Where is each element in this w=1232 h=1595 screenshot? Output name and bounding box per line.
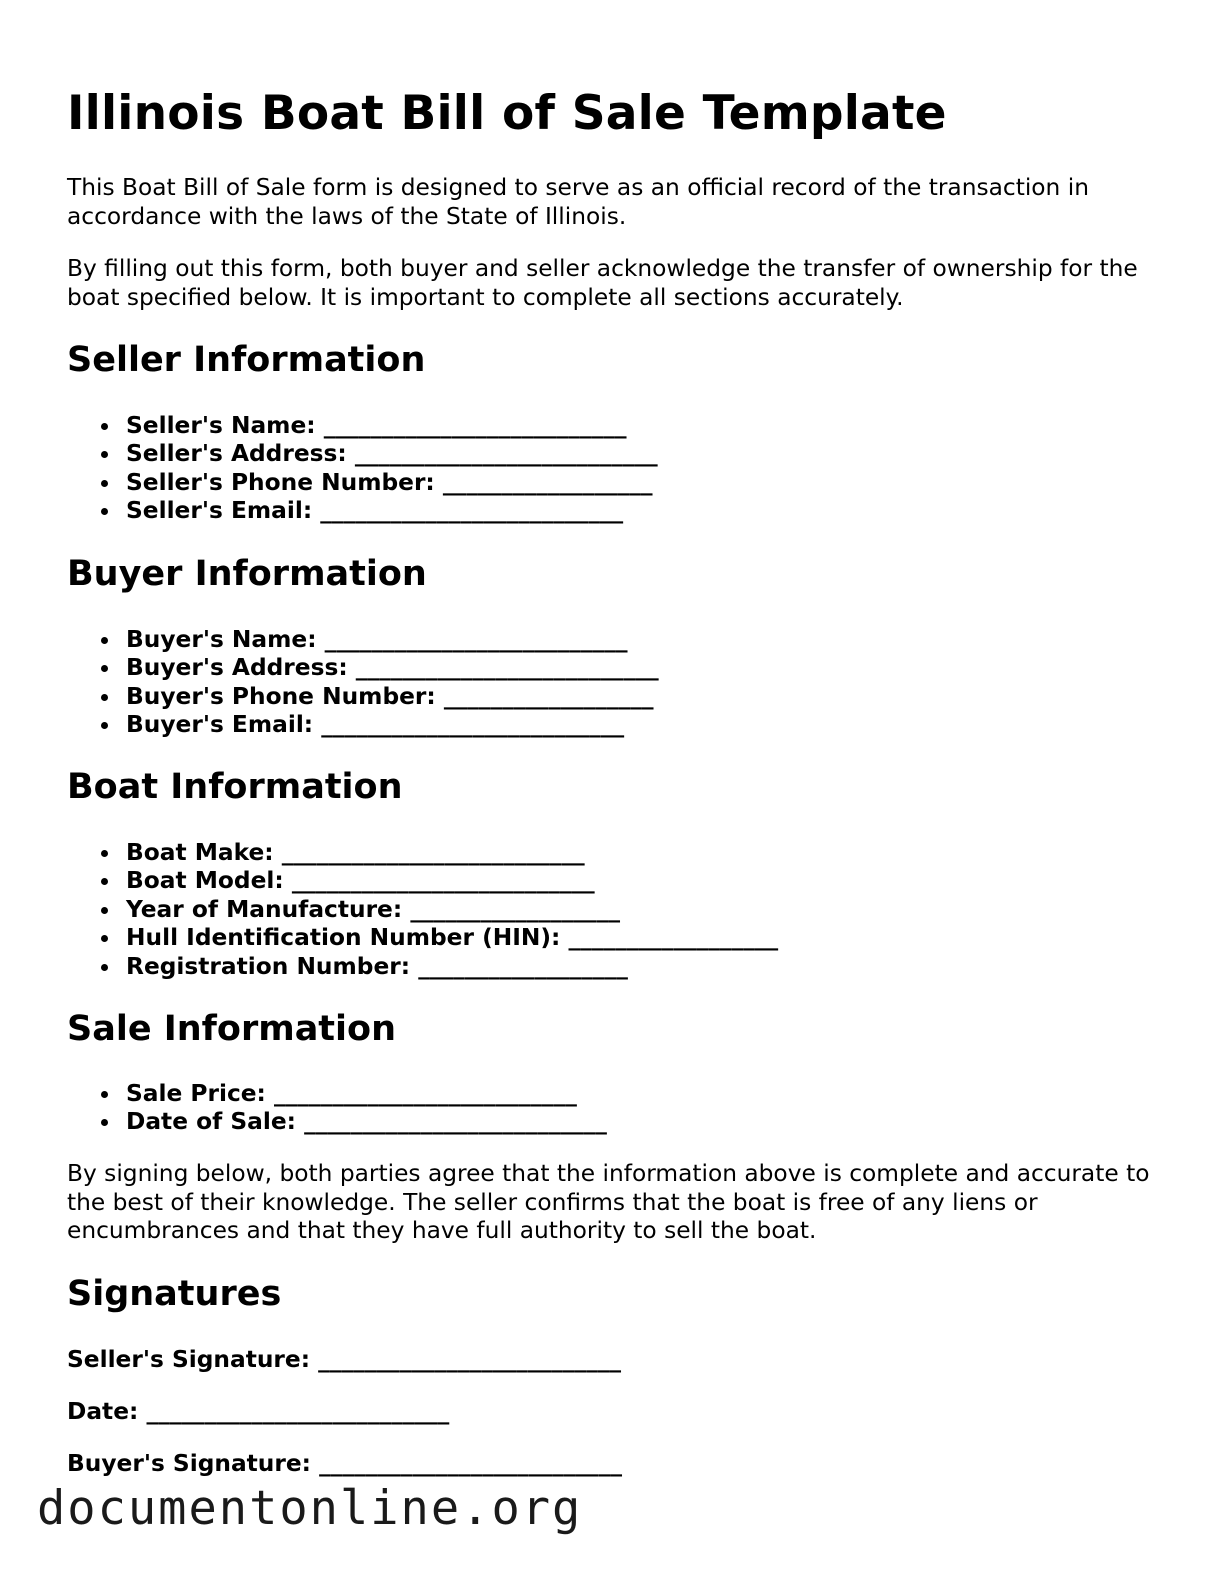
buyer-email-field[interactable] [67,711,659,739]
field-label: Date: [67,1398,139,1425]
buyer-field-list [67,626,659,740]
page-title: Illinois Boat Bill of Sale Template [67,86,947,141]
buyer-section-heading: Buyer Information [67,554,427,594]
agreement-paragraph: By signing below, both parties agree that the information above is complete and accurate to the best of their knowledge. The seller confirms that the boat is free of any liens or encumbrances and that they have full authority to sell the boat. [67,1160,1150,1244]
field-blank: __________________________ [319,1450,622,1477]
field-blank: __________________________ [355,654,659,682]
intro-paragraph-2: By filling out this form, both buyer and seller acknowledge the transfer of ownership for the boat specified below. It is important to complete all sections accurately. [67,255,1138,311]
field-label: Buyer's Signature: [67,1450,312,1477]
field-blank: __________________________ [324,626,628,653]
boat-year-field[interactable] [67,896,778,924]
field-blank: __________________ [442,468,653,496]
field-label: Seller's Name: [126,412,316,439]
field-label: Date of Sale: [126,1108,296,1136]
boat-registration-field[interactable] [67,953,778,981]
seller-email-field[interactable] [67,497,658,525]
field-blank: __________________ [418,952,628,980]
field-blank: __________________________ [320,497,624,525]
field-label: Buyer's Address: [126,654,348,682]
seller-name-field[interactable] [67,412,658,440]
field-blank: __________________________ [321,711,625,739]
field-blank: __________________ [410,895,620,923]
field-blank: __________________________ [291,867,595,895]
field-blank: __________________________ [318,1346,622,1373]
seller-address-field[interactable] [67,440,658,468]
intro-paragraph-1: This Boat Bill of Sale form is designed to serve as an official record of the transaction in accordance with the laws of the State of Illinois. [67,174,1089,230]
field-blank: __________________ [443,682,654,710]
field-label: Boat Make: [126,839,274,866]
boat-model-field[interactable] [67,867,778,895]
boat-hin-field[interactable] [67,924,778,952]
field-blank: __________________________ [281,839,585,866]
field-blank: __________________ [568,924,779,952]
field-blank: __________________________ [304,1108,607,1136]
sale-field-list [67,1080,607,1137]
field-label: Year of Manufacture: [126,895,403,923]
field-label: Seller's Address: [126,440,347,468]
field-blank: __________________________ [323,412,627,439]
field-blank: __________________________ [146,1398,450,1425]
sale-section-heading: Sale Information [67,1009,396,1049]
signatures-section-heading: Signatures [67,1274,282,1314]
field-label: Buyer's Phone Number: [126,682,436,710]
watermark: documentonline.org [37,1481,583,1536]
field-label: Seller's Phone Number: [126,468,435,496]
field-label: Seller's Email: [126,497,313,525]
field-label: Boat Model: [126,867,284,895]
field-label: Hull Identification Number (HIN): [126,924,561,952]
field-label: Seller's Signature: [67,1346,311,1373]
buyer-signature-field[interactable] [67,1450,622,1477]
field-label: Buyer's Name: [126,626,317,653]
sale-price-field[interactable] [67,1080,607,1108]
field-label: Buyer's Email: [126,711,314,739]
seller-phone-field[interactable] [67,469,658,497]
sale-date-field[interactable] [67,1108,607,1136]
boat-make-field[interactable] [67,839,778,867]
field-label: Registration Number: [126,952,411,980]
buyer-address-field[interactable] [67,654,659,682]
boat-field-list [67,839,778,981]
field-blank: __________________________ [354,440,658,468]
seller-field-list [67,412,658,526]
buyer-name-field[interactable] [67,626,659,654]
field-label: Sale Price: [126,1080,266,1107]
seller-section-heading: Seller Information [67,340,426,380]
boat-section-heading: Boat Information [67,767,403,807]
field-blank: __________________________ [274,1080,577,1107]
buyer-phone-field[interactable] [67,683,659,711]
seller-signature-field[interactable] [67,1346,621,1373]
signature-date-field[interactable] [67,1398,449,1425]
